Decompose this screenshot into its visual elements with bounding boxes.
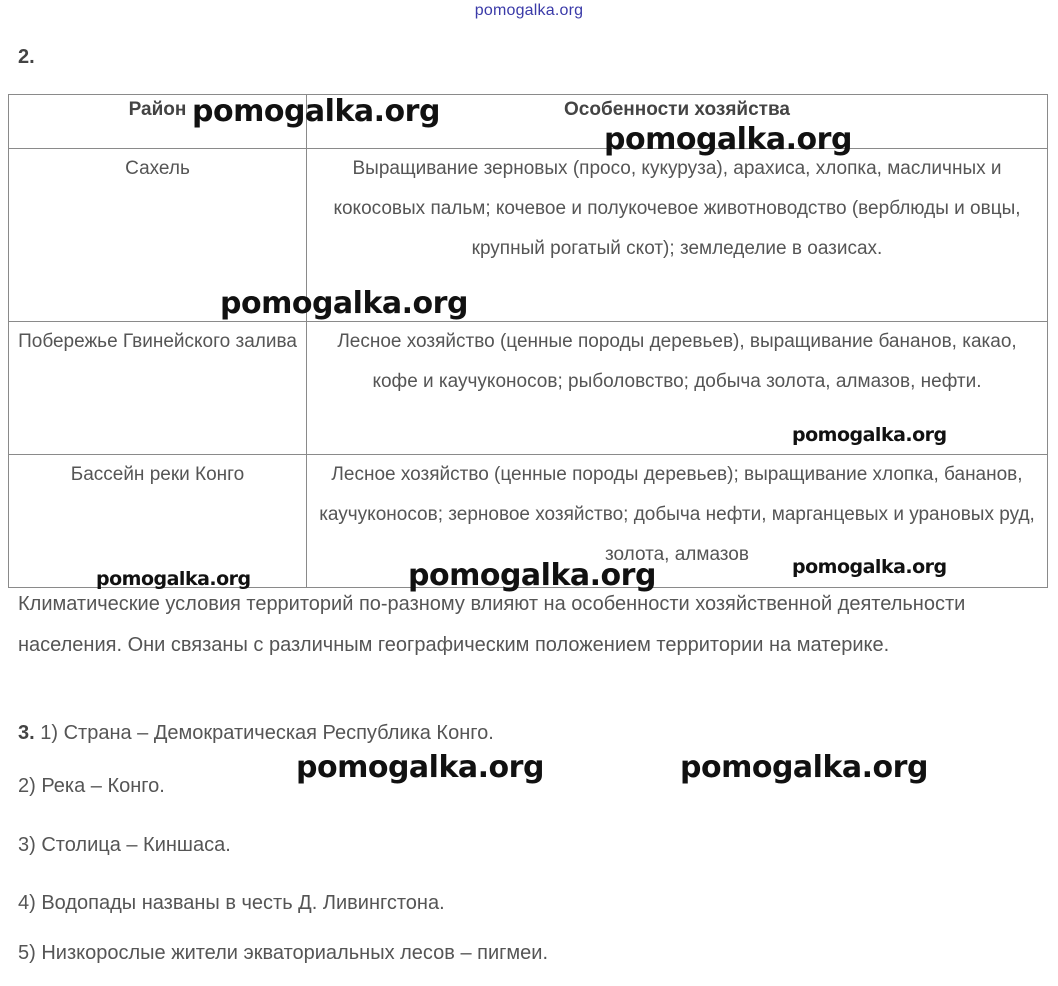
watermark: pomogalka.org bbox=[220, 286, 468, 321]
task-3-item-5: 5) Низкорослые жители экваториальных лесов – пигмеи. bbox=[18, 942, 549, 964]
watermark: pomogalka.org bbox=[408, 558, 656, 593]
task-3-number: 3. bbox=[18, 722, 35, 744]
region-cell: Побережье Гвинейского залива bbox=[9, 322, 307, 455]
features-cell: Лесное хозяйство (ценные породы деревьев); выращивание хлопка, бананов, каучуконосов; зерновое хозяйство; добыча нефти, марганцевых и урановых руд, золота, алмазов bbox=[307, 455, 1048, 588]
header-features: Особенности хозяйства bbox=[307, 95, 1048, 149]
watermark: pomogalka.org bbox=[604, 122, 852, 157]
answer-text: 1) Страна – Демократическая Республика Конго. bbox=[40, 722, 494, 744]
watermark: pomogalka.org bbox=[192, 94, 440, 129]
table-row bbox=[9, 149, 1048, 322]
table-header-row bbox=[9, 95, 1048, 149]
watermark: pomogalka.org bbox=[296, 750, 544, 785]
watermark: pomogalka.org bbox=[792, 556, 947, 578]
features-cell: Выращивание зерновых (просо, кукуруза), арахиса, хлопка, масличных и кокосовых пальм; кочевое и полукочевое животноводство (верблюды и овцы, крупный рогатый скот); земледелие в оазисах. bbox=[307, 149, 1048, 322]
task-3-item-2: 2) Река – Конго. bbox=[18, 775, 165, 797]
task-3-item-4: 4) Водопады названы в честь Д. Ливингстона. bbox=[18, 892, 445, 914]
conclusion-paragraph: Климатические условия территорий по-разному влияют на особенности хозяйственной деятельности населения. Они связаны с различным географическим положением территории на материке. bbox=[18, 593, 966, 656]
watermark: pomogalka.org bbox=[680, 750, 928, 785]
task-3-item-1 bbox=[18, 722, 494, 745]
region-cell: Бассейн реки Конго bbox=[9, 455, 307, 588]
watermark: pomogalka.org bbox=[792, 424, 947, 446]
header-region: Район bbox=[9, 95, 307, 149]
economy-table bbox=[8, 94, 1048, 588]
region-cell: Сахель bbox=[9, 149, 307, 322]
features-cell: Лесное хозяйство (ценные породы деревьев), выращивание бананов, какао, кофе и каучуконосов; рыболовство; добыча золота, алмазов, нефти. bbox=[307, 322, 1048, 455]
task-2-number: 2. bbox=[18, 46, 35, 68]
site-header-link[interactable]: pomogalka.org bbox=[474, 2, 584, 19]
task-3-item-3: 3) Столица – Киншаса. bbox=[18, 834, 231, 856]
watermark: pomogalka.org bbox=[96, 568, 251, 590]
